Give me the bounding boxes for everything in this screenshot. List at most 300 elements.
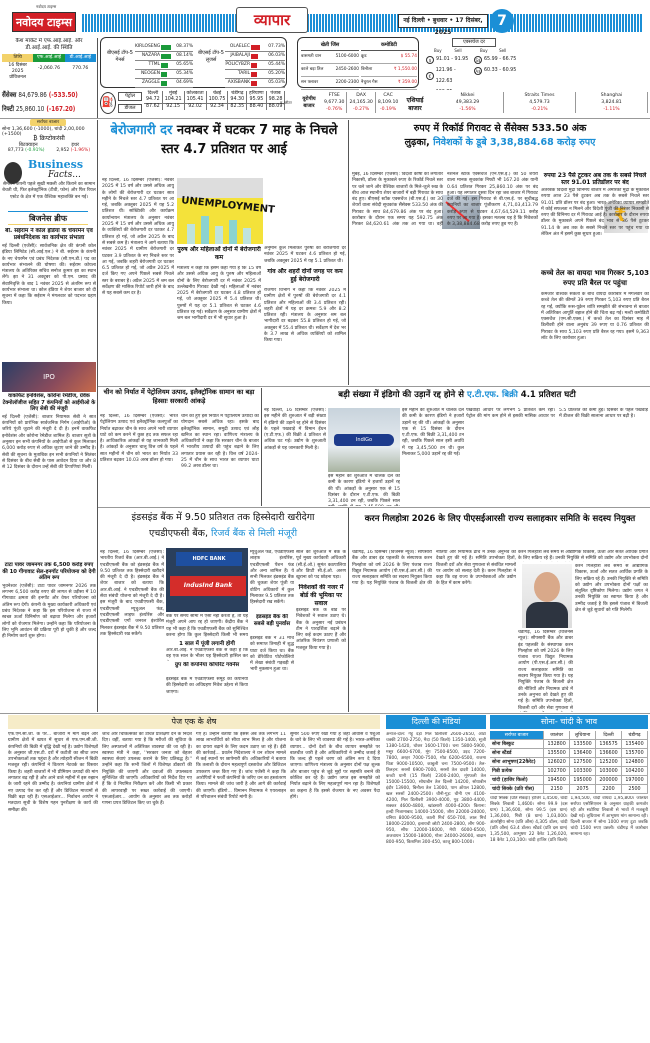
- top-movers-box: [100, 37, 287, 88]
- gold-silver-table: [490, 731, 648, 794]
- nifty-change: (-167.20): [46, 105, 76, 113]
- losers-label: बीएसई टॉप-5 लूजर्स: [198, 50, 224, 63]
- article-body: भुवनेश्वर (एजेंसी): टाटा पावर जामनगर 2026 तक लगभग 6,500 करोड़ रुपए की लागत से उड़ीसा में 10 गीगावाट क्षमता की इनगॉट और वेफर परियोजना को अंतिम रूप देगी। कंपनी के मुख्य कार्यकारी अधिकारी एवं प्रबंध निदेशक ने कहा कि इस परियोजना से राज्य में स्वच्छ ऊर्जा विनिर्माण को बढ़ावा मिलेगा और हजारों लोगों को रोजगार मिलेगा। उन्होंने कहा कि परियोजना के लिए भूमि आवंटन की प्रक्रिया पूरी हो चुकी है और जल्द ही निर्माण कार्य शुरू होगा।: [2, 583, 96, 640]
- article-headline: बी. सईराम ने कोल इंडिया के चेयरमैन एवं प्रबंधनिदेशक का कार्यभार संभाला: [5, 228, 93, 241]
- unemployment-image: [177, 178, 276, 244]
- currency-icon: $: [426, 56, 434, 64]
- stock-bar: [251, 81, 257, 86]
- gold-price: 132800: [544, 740, 570, 749]
- gold-row: [490, 785, 648, 794]
- sensex-line: [2, 89, 78, 102]
- asia-market: [576, 92, 648, 113]
- gold-item: चांदी (हाजिर किलो): [490, 776, 544, 785]
- divider: [97, 120, 98, 712]
- kheti-title: खेती जिंस: [301, 41, 359, 51]
- china-headline: चीन को निर्यात में पेट्रोलियम उत्पाद, इलैक्ट्रॉनिक सामान का बड़ा हिस्साः सरकारी आंकड़े: [103, 388, 255, 405]
- indigo-headline-text: बड़ी संख्या में इंडिगो की उड़ानें रद्द होने से: [338, 390, 464, 400]
- indusind-sign: IndusInd Bank: [170, 576, 246, 596]
- indigo-col3: पखवाड़ा आधार पर लगभग 5 प्रतिशत कम रही। पेट्रोल की मांग कम होने से इसकी मासिक आधार पर 5.5 प्रतिशत की कमी हुई। दिसंबर के पहले पखवाड़े में डीजल की बिक्री सालाना आधार पर बढ़ी है।: [466, 408, 648, 420]
- indigo-plane-image: [328, 408, 400, 472]
- fuel-prices: [100, 90, 296, 118]
- rupee-body: मुंबई, 16 दिसम्बर (एजेंसी): विदेशी कोषों की लगातार निकासी, डॉलर के मुकाबले रुपए के रिकॉर्ड निचले स्तर पर चले जाने और वैश्विक बाजारों के मिले-जुले रुख के बीच आज स्थानीय शेयर बाजारों में बड़ी गिरावट के साथ बंद हुए। बीएसई स्टॉक एक्सचेंज (बी.एस.ई.) का 30 शेयरों वाला संवेदी सूचकांक सैंसेक्स 533.50 अंक की गिरावट के साथ 84,679.86 अंक पर बंद हुआ। कारोबार के दौरान एक समय यह 592.75 अंक गिरकर 84,620.61 अंक तक आ गया था। वहीं नैशनल स्टॉक एक्सचेंज (एन.एस.ई.) का 50 शेयरों वाला मानक सूचकांक निफ्टी भी 167.20 अंक यानी 0.64 प्रतिशत गिरकर 25,860.10 अंक पर बंद हुआ। यह लगातार दूसरा दिन रहा जब बाजार में गिरावट दर्ज की गई। इस गिरावट से बी.एस.ई. पर सूचीबद्ध कंपनियों का बाजार पूंजीकरण 4,71,03,413.79 करोड़ रुपए से घटकर 4,67,64,529.11 करोड़ रुपए पर आ गया है। इसका मतलब यह है कि निवेशकों के 3,38,884.68 करोड़ रुपए डूब गए हैं।: [352, 172, 538, 228]
- eth-value: 2,952: [56, 148, 70, 153]
- stock-name: ZAGGLE: [142, 80, 160, 85]
- petrol-price: 94.72: [144, 97, 162, 104]
- china-col2: चीन को हुए इस निर्यात में पेट्रोलियम उत्पादों का योगदान सबसे अधिक रहा। इसके बाद इलैक्ट्रॉनिक सामान, समुद्री उत्पाद एवं लौह खनिज का स्थान रहा। वाणिज्य मंत्रालय के अधिकारियों ने कहा कि सरकार चीन के बाजार में भारतीय उत्पादों की पहुंच बढ़ाने के लिए लगातार प्रयास कर रही है। वित्त वर्ष 2024-25 में चीन के साथ भारत का व्यापार घाटा 99.2 अरब डॉलर था।: [181, 414, 259, 470]
- kheti-value: 5100-6000: [335, 54, 359, 59]
- gold-notes: चांदी सिक्के (प्रति सैकड़ा) हाजिर 1,4500, चांदी सिक्के लिवाली 1,4600। सोना 99.9 (दस ग्राम) 1,36,600, सोना 99.5 (दस ग्राम) 1,36,000, गिन्नी (8 ग्राम) 1,03,000। अंतर्राष्ट्रीय सोना (प्रति औंस) 4,305 डॉलर, चांदी (प्रति औंस) 63.4 डॉलर। स्टैंडर्ड (प्रति दस ग्राम) 1,35,500, आभूषण 22 कैरेट 1,26,020, 18 कैरेट 1,03,100। चांदी हाजिर (प्रति किलो) 1,94,500, चांदी वायदा 1,95,800। जालंधर सर्राफा एसोसिएशन के अनुसार ग्राहकी कमजोर रही और सटोरिया लिवाली से भावों में मजबूती देखी गई। लुधियाना में आभूषण मांग सामान्य रही। दिल्ली बाजार में सोना 1000 रुपए टूटा जबकि चांदी 1500 रुपए उछली। चंडीगढ़ में कारोबार सामान्य रहा।: [490, 796, 648, 843]
- exchange-rate-row: [426, 54, 472, 65]
- currency-icon: A$: [475, 68, 481, 74]
- stock-pct: 08.37%: [176, 44, 193, 49]
- market-value: 24,165.30: [349, 100, 373, 105]
- gold-row: [490, 776, 648, 785]
- market-value: 49,383.29: [455, 100, 480, 105]
- stock-name: AXISBANK: [227, 80, 250, 85]
- gold-price: 2500: [622, 785, 648, 794]
- diesel-price: 92.02: [184, 104, 206, 111]
- stock-name: JAIBALAJI: [230, 53, 250, 58]
- btc-value: 87,773: [7, 148, 24, 153]
- fii-header-dii: डी.आई.आई: [65, 54, 96, 62]
- exchange-rate-row: [474, 54, 520, 65]
- rupee-subhead-crude: कच्चे तेल का वायदा भाव गिरकर 5,103 रुपए प्रति बैरल पर पहुंचा: [541, 269, 649, 287]
- unemployment-image-text: UNEMPLOYMENT: [180, 195, 276, 216]
- market-name: CAC: [383, 93, 393, 98]
- bank-signs-image: [166, 548, 248, 612]
- main-headline: [102, 121, 346, 177]
- exchange-title: एक्सचेंज दर: [452, 38, 496, 47]
- article-body: नई दिल्ली (एजेंसी): बाजार नियामक सेबी ने सात कंपनियों को प्रारंभिक सार्वजनिक निर्गम (आईपीओ) के जरिये पूंजी जुटाने की मंजूरी दे दी है। इनमें वाकफिट इनोवेशंस और कोरोना रेमेडीज शामिल हैं। बाजार सूत्रों के अनुसार इन सभी कंपनियों के आईपीओ से कुल मिलाकर 6,000 करोड़ रुपए से अधिक जुटाए जाने की उम्मीद है। सेबी की सूचना के मुताबिक इन सभी कंपनियों ने सितंबर से दिसंबर के बीच सेबी के पास आवेदन दिया था और 8 से 12 दिसंबर के दौरान उन्हें सेबी की टिप्पणियां मिलीं।: [2, 414, 96, 471]
- rupee-subbody-dollar: अंतरबैंक विदेशी मुद्रा विनिमय बाजार में अमेरिकी मुद्रा के मुकाबले रुपया आज 23 पैसे टूटकर अब तक के सबसे निचले स्तर 91.01 प्रति डॉलर पर बंद हुआ। भारत-अमेरिका व्यापार समझौते में कोई सफलता न मिलने और विदेशी पूंजी की निरंतर निकासी से रुपए की विनिमय दर में गिरावट आई है। कारोबार के दौरान रुपया डॉलर के मुकाबले अपने पिछले बंद भाव से 36 पैसे टूटकर 91.14 के अब तक के सबसे निचले स्तर पर पहुंच गया था लेकिन अंत में इसमें कुछ सुधार हुआ।: [541, 188, 649, 238]
- exchange-rate-row: [426, 65, 472, 87]
- city: चेन्नई: [206, 91, 228, 97]
- diesel-price: 88.40: [247, 104, 267, 111]
- kheti-value: 2450-2600: [335, 67, 359, 72]
- commodity-row: [361, 77, 417, 90]
- stock-pct: 05.20%: [268, 71, 285, 76]
- gold-row: [490, 767, 648, 776]
- commodity-row: [361, 64, 417, 77]
- fuel-pump-icon: ⛽: [100, 92, 116, 114]
- gold-price: 124800: [622, 758, 648, 767]
- stock-name: NEOGEN: [141, 71, 160, 76]
- stock-name: TTML: [148, 62, 160, 67]
- sarafa-label: सर्राफा बाजार: [30, 119, 66, 126]
- section-title: व्यापार: [236, 7, 308, 33]
- fii-header-fii: एफ.आई.आई: [33, 54, 64, 62]
- gold-price: 127500: [570, 758, 596, 767]
- crypto-title: क्रिप्टोकरंसी: [39, 135, 65, 142]
- gold-price: 126020: [544, 758, 570, 767]
- loser-row: [225, 61, 285, 70]
- city: कोलकाता: [184, 91, 206, 97]
- gold-corner: सर्राफा बाजार: [490, 731, 544, 740]
- indusind-headline-line1: इंडसइंड बैंक में 9.50 प्रतिशत तक हिस्सेदारी खरीदेगा: [131, 512, 315, 523]
- petrol-price: 100.75: [206, 97, 228, 104]
- stock-name: OLAELEC: [229, 44, 250, 49]
- indusind-col1: नई दिल्ली, 16 दिसम्बर (एजेंसी): भारतीय रिजर्व बैंक (आर.बी.आई.) ने एचडीएफसी बैंक को इंडसइंड बैंक में 9.50 प्रतिशत तक हिस्सेदारी खरीदने की मंजूरी दे दी है। इंडसइंड बैंक ने शेयर बाजार को बताया कि आर.बी.आई. ने एचडीएफसी बैंक की सेवा संबंधी योजना को मंजूरी दे दी है। इस मंजूरी के बाद एचडीएफसी बैंक, एचडीएफसी म्यूचुअल फंड, एचडीएफसी लाइफ इंश्योरेंस और एचडीएफसी एर्गो जनरल इंश्योरेंस मिलकर इंडसइंड बैंक में 9.50 प्रतिशत तक हिस्सेदारी रख सकेंगे।: [100, 550, 164, 637]
- indusind-col3a: म्यूचुअल फंड, एचडीएफसी लाइफ इंश्योरेंस, एचडीएफसी पेंशन फंड और अन्य शामिल हैं। ये सभी मिलकर इंडसइंड बैंक की चुकता शेयर पूंजी या वोटिंग अधिकारों में कुल मिलाकर 9.5 प्रतिशत तक हिस्सेदारी रख सकेंगे।: [250, 550, 294, 606]
- hdfc-sign: HDFC BANK: [176, 552, 242, 566]
- rupee-headline-line1: रुपए में रिकॉर्ड गिरावट से सैंसेक्स 533.50 अंक: [413, 123, 587, 134]
- article-coal-india: [2, 228, 96, 360]
- gold-price: 136575: [596, 740, 622, 749]
- gold-row: [490, 749, 648, 758]
- commodity-item: क्रूड: [361, 54, 367, 59]
- stock-pct: 05.44%: [268, 62, 285, 67]
- btc-label: बिटक्वाइन: [18, 142, 38, 148]
- indusind-col4a: साल की शुरुआत में बैंक के पूर्व मुख्य कार्यकारी अधिकारी (सी.ई.ओ.) सुमंत कठपालिया और डिप्टी सी.ई.ओ. अरुण खुराना को पद छोड़ना पड़ा।: [296, 550, 346, 581]
- losers-list: [225, 43, 285, 88]
- gold-price: 2200: [596, 785, 622, 794]
- sell-label: Sell: [454, 48, 462, 53]
- sarafa-line: सोना 1,36,600 (-1000), चांदी 2,00,000 (+1500): [2, 127, 85, 137]
- fii-dii-box: [2, 38, 96, 88]
- europe-market: [322, 92, 347, 113]
- petrol-price: 95.95: [247, 97, 267, 104]
- currency-icon: S$: [475, 57, 481, 63]
- main-headline-text: नवम्बर में घटकर 7 माह के निचले स्तर 4.7 प्रतिशत पर आई: [161, 123, 338, 157]
- gold-price: 104200: [622, 767, 648, 776]
- diesel-price: 82.35: [228, 104, 247, 111]
- exchange-rate-row: [474, 65, 520, 76]
- rupee-headline-line2: लुढ़का,: [404, 137, 430, 148]
- market-value: 3,824.81: [601, 100, 622, 105]
- rupee-subhead-dollar: रुपया 23 पैसे टूटकर अब तक के सबसे निचले स्तर 91.01 प्रतिडॉलर पर बंद: [543, 172, 647, 186]
- sensex-change: (-533.50): [48, 91, 78, 99]
- main-col3: रोजगार विभाग ने कहा कि नवंबर 2025 में ग्रामीण क्षेत्रों में पुरुषों की बेरोजगारी दर 4.1 प्रतिशत और महिलाओं की 3.4 प्रतिशत रही। शहरी क्षेत्रों में यह दर क्रमशः 5.9 और 8.2 प्रतिशत रही। मंत्रालय के अनुसार श्रम बल भागीदारी दर बढ़कर 55.8 प्रतिशत हो गई, जो अक्तूबर में 55.4 प्रतिशत थी। सर्वेक्षण में देश भर के 3.7 लाख से अधिक व्यक्तियों को शामिल किया गया।: [264, 288, 346, 344]
- asia-market: [432, 92, 504, 113]
- loser-row: [225, 70, 285, 79]
- rupee-headline-highlight: निवेशकों के डूबे 3,38,884.68 करोड़ रुपए: [433, 137, 596, 148]
- europe-market: [376, 92, 398, 113]
- commodity-value: ₹ 359.00: [397, 80, 417, 85]
- buy-label: Buy: [480, 48, 488, 53]
- gold-row: [490, 758, 648, 767]
- karan-photo: [522, 564, 572, 628]
- indigo-col2: इस महीने की शुरुआत में चालक दल की कमी के कारण इंडिगो ने हजारों उड़ानें रद्द की थीं। आंकड़ों के अनुसार एक से 15 दिसंबर के दौरान ए.टी.एफ. की बिक्री 3,31,400 टन रही, जबकि पिछले साल इसी अवधि में यह 3,45,500 टन थी। कुल मिलाकर 5,000 उड़ानें रद्द की गईं।: [402, 408, 464, 458]
- buy-label: Buy: [434, 48, 442, 53]
- petrol-price: 94.30: [228, 97, 247, 104]
- stock-bar: [161, 72, 167, 77]
- indigo-headline-end: 4.1 प्रतिशत घटी: [520, 390, 576, 400]
- gainer-row: [135, 52, 193, 61]
- kheti-row: [301, 51, 359, 64]
- btc-change: (-0.91%): [25, 148, 45, 153]
- indusind-subhead-board: निवेशकों की नजर में बोर्ड की भूमिका पर सवाल: [298, 584, 344, 606]
- main-col2: मंत्रालय ने कहा कि इसमें कहा गया है कि 15 वर्ष और उससे अधिक आयु के पुरुष और महिलाओं दोनों के लिए बेरोजगारी दर में नवंबर 2025 में उल्लेखनीय गिरावट देखी गई। महिलाओं में नवंबर 2025 में बेरोजगारी दर घटकर 4.8 प्रतिशत हो गई, जो अक्तूबर 2025 में 5.4 प्रतिशत थी। पुरुषों में यह दर 5.1 प्रतिशत से घटकर 4.6 प्रतिशत रह गई। सर्वेक्षण के अनुसार ग्रामीण क्षेत्रों में श्रम बल भागीदारी दर में भी सुधार हुआ है।: [177, 266, 261, 322]
- stock-pct: 06.03%: [268, 53, 285, 58]
- indusind-col3b: इंडसइंड बैंक ने 31 मार्च को समाप्त तिमाही में शुद्ध घाटा दर्ज किया था। बैंक को डेरिवेटिव पोर्टफोलियो में लेखा संबंधी गड़बड़ी से भारी नुकसान हुआ था।: [250, 636, 294, 673]
- diesel-price: 92.34: [206, 104, 228, 111]
- gainers-list: [135, 43, 193, 88]
- indusind-col2c: इंडसइंड बैंक में एचडीएफसी समूह की कंपनियों की हिस्सेदारी का अधिग्रहण निवेश उद्देश्य से किया जाएगा।: [166, 677, 248, 695]
- commodity-item: नैचुरल गैस: [361, 80, 378, 85]
- market-name: Nikkei: [460, 93, 475, 98]
- dii-value: 770.76: [72, 66, 89, 71]
- fuel-row: [144, 104, 285, 111]
- market-change: -0.27%: [353, 107, 370, 112]
- shesh-col4: सुमार 500 रुपए रखा गया है जहां आवास व पशुओं के चारे के लिए भी व्यवस्था की गई है। भारत-अमेरिका व्यापार... दोनों देशों के बीच व्यापार समझौते पर बातचीत जारी है और अधिकारियों ने उम्मीद जताई है कि जल्द ही पहले चरण को अंतिम रूप दे दिया जाएगा। वाणिज्य मंत्रालय के अनुसार दोनों पक्ष शुल्क और बाजार पहुंच से जुड़े मुद्दों पर सहमति बनाने की कोशिश कर रहे हैं। उद्योग जगत इस समझौते को निर्यात बढ़ाने के लिए महत्वपूर्ण मान रहा है। विशेषज्ञों का कहना है कि इससे रोजगार के नए अवसर पैदा होंगे।: [290, 732, 380, 800]
- sensex-label: सैंसेक्स: [2, 91, 17, 99]
- gold-city: दिल्ली: [596, 731, 622, 740]
- article-ipo: [2, 393, 96, 553]
- gold-price: 103300: [570, 767, 596, 776]
- nifty-value: 25,860.10: [15, 105, 45, 113]
- ipo-image: IPO: [2, 362, 96, 392]
- gold-item: सोना स्टैंडर्ड: [490, 749, 544, 758]
- market-name: FTSE: [328, 93, 340, 98]
- exchange-rate: 91.01 - 91.95: [436, 57, 469, 62]
- indices-box: [2, 89, 97, 118]
- indusind-headline: [100, 510, 346, 548]
- asia-market: [504, 92, 576, 113]
- rupee-subbody-crude: कमजोर वैश्विक संकेतों के बीच वायदा कारोबार में मंगलवार को कच्चे तेल की कीमतें 39 रुपए गिरकर 5,103 रुपए प्रति बैरल रह गईं, क्योंकि रूस-यूक्रेन शांति समझौते की संभावना से बाजार में अतिरिक्त आपूर्ति बहाल होने की चिंता बढ़ गई। मल्टी कमोडिटी एक्सचेंज (एम.सी.एक्स.) में कच्चे तेल का दिसंबर माह में डिलीवरी होने वाला अनुबंध 39 रुपए या 0.76 प्रतिशत की गिरावट के साथ 5,103 रुपए प्रति बैरल रह गया। इसमें 9,363 लॉट के लिए कारोबार हुआ।: [541, 292, 649, 342]
- gold-price: 200000: [596, 776, 622, 785]
- europe-markets: [298, 92, 398, 118]
- indusind-headline-line2: एचडीएफसी बैंक,: [148, 528, 208, 539]
- gainer-row: [135, 79, 193, 88]
- fii-note: प्रोविजनल: [9, 75, 26, 80]
- petrol-price: 105.41: [184, 97, 206, 104]
- stock-bar: [251, 63, 257, 68]
- stock-name: KIRLOSENG: [135, 44, 161, 49]
- gainers-label: बीएसई टॉप-5 गेनर्स: [107, 50, 133, 63]
- market-change: -1.56%: [459, 107, 476, 112]
- stock-pct: 05.65%: [176, 62, 193, 67]
- market-value: 9,677.30: [324, 100, 345, 105]
- business-facts: [2, 158, 96, 210]
- stock-name: POLICYBZR: [225, 62, 250, 67]
- exchange-rate-row: [426, 87, 472, 90]
- gold-price: 136600: [596, 749, 622, 758]
- divider: [98, 507, 650, 508]
- market-change: -0.21%: [531, 107, 548, 112]
- stock-name: TARIL: [237, 71, 250, 76]
- commodity-value: ₹ 1,550.00: [393, 67, 417, 72]
- divider: [0, 118, 650, 119]
- gold-price: 2075: [570, 785, 596, 794]
- indusind-col2b: आर.बी.आई. ने एचडीएफसी बैंक से कहा है कि वह एक साल के भीतर यह हिस्सेदारी हासिल कर: [166, 648, 248, 660]
- eth-change: (-1.96%): [70, 148, 91, 153]
- stock-pct: 07.73%: [268, 44, 285, 49]
- nifty-label: निफ्टी: [2, 105, 14, 113]
- market-name: Straits Times: [524, 93, 555, 98]
- market-change: -0.76%: [326, 107, 343, 112]
- indusind-headline-highlight: रिजर्व बैंक से मिली मंजूरी: [211, 528, 298, 539]
- market-change: -0.19%: [379, 107, 397, 112]
- page-number: 7: [490, 9, 514, 33]
- indigo-headline: [264, 388, 650, 404]
- diesel-price: 92.15: [162, 104, 184, 111]
- divider: [97, 38, 98, 118]
- loser-row: [225, 52, 285, 61]
- karan-headline: करन गिलहोत्रा 2026 के लिए पीएसईआरसी राज्य सलाहकार समिति के सदस्य नियुक्त: [364, 514, 636, 524]
- sell-label: Sell: [499, 48, 507, 53]
- city: मुंबई: [162, 91, 184, 97]
- main-subhead-rural-urban: गांव और शहरों दोनों जगह पर कम हुई बेरोजगारी: [267, 268, 343, 283]
- indigo-image-text: IndiGo: [334, 434, 394, 446]
- divider: [261, 388, 262, 506]
- main-col1: नई दिल्ली, 16 दिसम्बर (एजेंसी): नवंबर 2025 में 15 वर्ष और उससे अधिक आयु के लोगों की बेरोजगारी दर घटकर सात महीने के निचले स्तर 4.7 प्रतिशत पर आ गई, जबकि अक्तूबर 2025 में यह 5.2 प्रतिशत थी। सांख्यिकी और कार्यक्रम कार्यान्वयन मंत्रालय के अनुसार नवंबर 2025 में 15 वर्ष और उससे अधिक आयु के व्यक्तियों की बेरोजगारी दर घटकर 4.7 प्रतिशत हो गई, जो अप्रैल 2025 के बाद से सबसे कम है। मंत्रालय ने आगे बताया कि नवंबर 2025 में ग्रामीण बेरोजगारी दर घटकर 3.9 प्रतिशत के नए निचले स्तर पर आ गई, जबकि शहरी बेरोजगारी दर घटकर 6.5 प्रतिशत हो गई, जो अप्रैल 2025 में दर्ज किए गए अपने पिछले सबसे निचले स्तर के बराबर है। अप्रैल 2025 में श्रम बल सर्वेक्षण की मासिक रिपोर्ट जारी होने के बाद से यह सबसे कम दर है।: [102, 178, 174, 297]
- petrol-price: 104.21: [162, 97, 184, 104]
- stock-bar: [251, 45, 260, 50]
- facts-text: सैमसंग कंपनी पहले सूखी मछली और किराने का सामान बेचती थी, फिर इलेक्ट्रॉनिक (टीवी, फोन) और फिर रियल एस्टेट के क्षेत्र में एक वैश्विक महाशक्ति बन गई।: [2, 182, 96, 200]
- commodity-rows: [361, 51, 417, 90]
- gold-price: 194500: [544, 776, 570, 785]
- indusind-col2a: बैंक पर समय सीमा में ऐसा नहीं करता है, तो यह मंजूरी अपने आप रद्द हो जाएगी। केंद्रीय बैंक ने यह भी कहा है कि एचडीएफसी बैंक को सुनिश्चित करना होगा कि कुल हिस्सेदारी किसी भी समय: [166, 614, 248, 638]
- diesel-price: 87.62: [144, 104, 162, 111]
- divider: [348, 120, 349, 385]
- crypto-icon: ₿: [33, 135, 40, 142]
- indusind-subhead-largest: इंडसइंड बैंक की सबसे बड़ी पुनर्वास: [253, 614, 291, 627]
- fii-header-date: तिथि: [2, 54, 33, 62]
- gold-title: सोना- चांदी के भाव: [490, 715, 648, 729]
- gold-price: 136400: [570, 749, 596, 758]
- rupee-symbol-image: ₹: [604, 203, 648, 233]
- nifty-line: [2, 103, 75, 116]
- article-body: नई दिल्ली (एजेंसी): सार्वजनिक क्षेत्र की कंपनी कोल इंडिया लिमिटेड (सी.आई.एल.) ने बी. सईराम के कंपनी के नए चेयरमैन एवं प्रबंध निदेशक (सी.एम.डी.) पद का कार्यभार संभालने की घोषणा की। सईराम कोयला मंत्रालय के अतिरिक्त सचिव सनोज कुमार झा का स्थान लेंगे। झा ने 31 अक्टूबर को पी.एम. प्रसाद की सेवानिवृत्ति के बाद 1 नवंबर 2025 से अंतरिम रूप से कार्यभार संभाला था। कोल इंडिया ने शेयर बाजार को दी सूचना में कहा कि सईराम ने मंगलवार को पदभार ग्रहण किया।: [2, 244, 96, 306]
- stock-bar: [161, 63, 168, 68]
- shesh-col2: जांच और चिकित्सकों को उचित प्रशिक्षण देने के निर्देश दिए। वहीं, बताया गया है कि मरीजों की सुविधा के लिए अस्पतालों में अतिरिक्त व्यवस्था की जा रही है। स्वास्थ्य मंत्री ने कहा, ''सरकार जनता को बेहतर स्वास्थ्य सेवाएं उपलब्ध कराने के लिए प्रतिबद्ध है।'' उन्होंने कहा कि सभी जिलों में विशेषज्ञ डॉक्टरों की नियुक्ति की जाएगी और दवाओं की उपलब्धता सुनिश्चित की जाएगी। अधिकारियों को निर्देश दिए गए हैं कि वे नियमित निरीक्षण करें और किसी भी प्रकार की लापरवाही पर सख्त कार्रवाई की जाएगी। एसआईआर... आयोग के अनुसार अब तक करोड़ों गणना प्रपत्र डिजिटल किए जा चुके हैं।: [102, 732, 192, 807]
- city: दिल्ली: [144, 91, 162, 97]
- mandi-title: दिल्ली की मंडियां: [386, 715, 486, 729]
- gold-price: 103000: [596, 767, 622, 776]
- commodity-item: बिनौला: [361, 67, 373, 72]
- gold-price: 125200: [596, 758, 622, 767]
- masthead-stripe: [82, 14, 642, 32]
- stock-pct: 04.69%: [176, 80, 193, 85]
- karan-col2-top: करन गिलहोत्रा लंबे समय से औद्योगिक विकास, ऊर्जा और सतत आर्थिक प्रगति के लिए सक्रिय रहे हैं। उनकी नियुक्ति से समिति को उद्योग और उपभोक्ता दोनों: [518, 550, 648, 562]
- fii-title: कैश मार्केट में एफ.आई.आई. और डी.आई.आई. की स्थिति: [15, 38, 83, 51]
- petrol-price: 98.28: [266, 97, 285, 104]
- fuel-unit: रु./लीटर: [280, 100, 292, 105]
- exchange-rate: 60.33 - 60.95: [484, 68, 517, 73]
- stock-bar: [251, 72, 257, 77]
- city: चंडीगढ़: [228, 91, 247, 97]
- eth-label: इथर: [71, 142, 80, 148]
- kheti-item: बासमती धान: [301, 54, 322, 59]
- shesh-title: पेज एक के शेष: [8, 715, 380, 729]
- gold-header-row: [490, 731, 648, 740]
- stock-pct: 05.03%: [268, 80, 285, 85]
- kheti-value: 2200-2300: [335, 80, 359, 85]
- gold-city: जालंधर: [544, 731, 570, 740]
- city: हरियाणा: [247, 91, 267, 97]
- city: पंजाब: [266, 91, 285, 97]
- kheti-commodity-box: [297, 37, 419, 88]
- indigo-col1: नई दिल्ली, 16 दिसम्बर (एजेंसी): इस महीने की शुरुआत में बड़ी संख्या में इंडिगो की उड़ानें रद्द होने से दिसंबर के पहले पखवाड़े में विमान ईंधन (ए.टी.एफ.) की बिक्री 4 प्रतिशत से अधिक घट गई। उद्योग के शुरुआती आंकड़ों से यह जानकारी मिली है।: [264, 408, 326, 451]
- article-headline: वाकफिट इनोवेशंस, कोरोना रेमेडीज, ग्रेवेक टेक्नोलॉजीज सहित 7 कंपनियों को आईपीओ के लिए सेबी की मंजूरी: [2, 393, 96, 413]
- facts-title: Business: [28, 158, 84, 171]
- shesh-col3: गए हैं। उन्होंने बताया कि इससे अब तक लगभग 11 लाख लाभार्थियों को सीधा लाभ मिला है और योजना का दायरा बढ़ाने के लिए कदम उठाए जा रहे हैं। ईडी की कार्रवाई... प्रवर्तन निदेशालय ने धन शोधन मामले में कई स्थानों पर छापेमारी की। अधिकारियों ने बताया कि तलाशी के दौरान महत्वपूर्ण दस्तावेज और डिजिटल उपकरण जब्त किए गए हैं। जांच एजेंसी ने कहा कि आरोपियों ने फर्जी कंपनियों के जरिए धन का हस्तांतरण किया। मामले की जांच जारी है और आगे की कार्रवाई की जाएगी। इंडिगो... विमानन नियामक ने एयरलाइन से परिचालन संबंधी रिपोर्ट मांगी है।: [196, 732, 286, 800]
- brand-small: नवोदय टाइम्स: [36, 4, 57, 9]
- commodity-title: कमोडिटी: [361, 41, 417, 51]
- facts-subtitle: Facts...: [48, 170, 81, 180]
- exchange-box: [424, 36, 648, 90]
- gold-item: सोना बिस्कुट: [490, 740, 544, 749]
- loser-row: [225, 43, 285, 52]
- divider: [98, 386, 650, 387]
- article-tata-power: [2, 562, 96, 712]
- gainer-row: [135, 70, 193, 79]
- gold-item: गिन्नी प्रत्येक: [490, 767, 544, 776]
- main-headline-highlight: बेरोजगारी दर: [110, 123, 173, 138]
- main-col3-top: अनुमान कुल मिलाकर पुरुषों की बेरोजगारी दर नवंबर 2025 में घटकर 4.6 प्रतिशत हो गई, जबकि अक्तूबर 2025 में यह 5.1 प्रतिशत थी।: [264, 246, 346, 264]
- fii-value: -2,060.76: [37, 66, 61, 71]
- brand-logo: नवोदय टाइम्स: [12, 12, 76, 32]
- market-name: DAX: [356, 93, 367, 98]
- stock-pct: 05.34%: [176, 71, 193, 76]
- sensex-value: 84,679.86: [18, 91, 47, 99]
- market-value: 8,109.10: [377, 100, 398, 105]
- indigo-caption: इस महीने की शुरुआत में चालक दल की कमी के कारण इंडिगो ने हजारों उड़ानें रद्द की थीं। आंकड़ों के अनुसार एक से 15 दिसंबर के दौरान ए.टी.एफ. की बिक्री 3,31,400 टन रही, जबकि पिछले साल: [328, 474, 400, 505]
- asia-markets: [400, 92, 648, 118]
- gold-item: सोना आभूषण(22कैरेट): [490, 758, 544, 767]
- commodity-row: [361, 51, 417, 64]
- stock-bar: [161, 45, 171, 50]
- gold-price: 2150: [544, 785, 570, 794]
- diesel-label: डीजल: [118, 104, 142, 113]
- stock-pct: 08.14%: [176, 53, 193, 58]
- dateline: नई दिल्ली • बुधवार • 17 दिसंबर, 2025: [398, 14, 488, 28]
- loser-row: [225, 79, 285, 88]
- exchange-rate: 121.96 - 122.63: [435, 68, 456, 84]
- gainer-row: [135, 43, 193, 52]
- kheti-item: काले बड़ा तिल: [301, 67, 324, 72]
- fii-date: 16 दिसंबर 2025: [8, 63, 27, 74]
- market-name: Shanghai: [600, 93, 623, 98]
- market-value: 4,579.73: [529, 100, 550, 105]
- gold-city: लुधियाना: [570, 731, 596, 740]
- indusind-col4b: इंडसइंड बैंक के बोर्ड पर निवेशकों ने सवाल उठाए थे। बैंक के अनुसार नई प्रबंधन टीम ने पारदर्शिता बढ़ाने के लिए कई कदम उठाए हैं और आंतरिक नियंत्रण प्रणाली को मजबूत किया गया है।: [296, 608, 346, 651]
- head-icon: [4, 162, 22, 184]
- stock-name: NAZARA: [141, 53, 160, 58]
- divider: [348, 508, 349, 712]
- main-subhead-gender: पुरुष और महिलाओं दोनों में बेरोजगारी कम: [177, 246, 261, 261]
- gold-item: चांदी सिक्के (प्रति पीस): [490, 785, 544, 794]
- kheti-row: [301, 64, 359, 77]
- kheti-row: [301, 77, 359, 90]
- gold-price: 135400: [622, 740, 648, 749]
- diesel-price: 88.09: [266, 104, 285, 111]
- fuel-table: [144, 91, 285, 110]
- gainer-row: [135, 61, 193, 70]
- gold-city: चंडीगढ़: [622, 731, 648, 740]
- gold-price: 135700: [622, 749, 648, 758]
- europe-label: यूरोपीय बाजार: [302, 96, 316, 109]
- kheti-rows: [301, 51, 359, 90]
- divider: [0, 713, 650, 714]
- article-headline: टाटा पावर जामनगर तक 6,500 करोड़ रुपए की 10 गीगावाट सेल-इनगॉट परियोजना को देगी अंतिम रूप: [2, 562, 96, 582]
- gold-price: 135500: [544, 749, 570, 758]
- mandi-text: अनाज-दाल: गेहूं दड़ा मिल डिलीवरी 2600-2650, आटा चक्की 2700-2750, मैदा (50 किलो) 1350-1400, सूजी 1380-1420, चोकर 1600-1700। चना 5800-5900, मसूर 6600-6700, मूंग 7500-8500, उड़द 7200-7800, अरहर 7000-7500, मोठ 6200-6500, राजमा चित्रा 9000-10500, काबुली चना 7500-9500। तेल-तिलहन: सरसों 6900-7000, सरसों तेल दादरी 14000, कच्ची घानी (15 किलो) 2300-2400, मूंगफली तेल 15000-15500, सोयाबीन तेल दिल्ली 14200, सोयाबीन इंदौर 13900, बिनौला तेल 13000, पाम ऑयल 12800, खल सरसों 2400-2500। चीनी-गुड़: चीनी एम 4100-4200, मिल डिलीवरी 3900-4000, गुड़ 3800-4400, शक्कर 4600-4800, खांडसारी 4000-4200। किराना: हल्दी निजामाबाद 14000-15000, जीरा 22000-24000, धनिया 8000-9500, काली मिर्च 650-700, लाल मिर्च 18000-22000, इलायची छोटी 2400-2800, लौंग 900-950, सौंफ 12000-16000, मेथी 6000-6500, अजवायन 15000-18000, गोला 24000-26000, बादाम 800-950, किशमिश 300-450, काजू 800-1000।: [386, 732, 486, 845]
- gold-price: 133500: [570, 740, 596, 749]
- karan-col2: करन गिलहोत्रा लंबे समय से औद्योगिक विकास, ऊर्जा और सतत आर्थिक प्रगति के लिए सक्रिय रहे हैं। उनकी नियुक्ति से समिति को उद्योग और उपभोक्ता दोनों पक्षों का संतुलित दृष्टिकोण मिलेगा। उद्योग जगत ने उनकी नियुक्ति का स्वागत किया है और उम्मीद जताई है कि इससे पंजाब में बिजली क्षेत्र से जुड़े सुधारों को गति मिलेगी।: [575, 564, 648, 614]
- stock-bar: [161, 81, 167, 86]
- indusind-subhead-year: 1 साल में पूंजी लगानी होगी: [179, 641, 235, 647]
- petrol-label: पेट्रोल: [118, 92, 142, 101]
- gold-price: 102700: [544, 767, 570, 776]
- shesh-col1: एफ.एम.सी.जी. के पर... बाजारों में मांग बढ़ने और ग्रामीण क्षेत्रों में खपत में सुधार से एफ.एम.सी.जी. कंपनियों की बिक्री में वृद्धि देखी गई है। उद्योग विशेषज्ञों के अनुसार जी.एस.टी. दरों में कटौती का सीधा लाभ उपभोक्ताओं तक पहुंचा है और त्योहारी सीजन में बिक्री मजबूत रही। कंपनियों ने वितरण नेटवर्क का विस्तार किया है। शहरी बाजारों में भी प्रीमियम उत्पादों की मांग लगातार बढ़ रही है और आने वाले महीनों में इस रुझान के जारी रहने की उम्मीद है। कंपनियां ग्रामीण क्षेत्रों में नए उत्पाद पेश कर रही हैं और डिजिटल माध्यमों से बिक्री बढ़ा रही हैं। एसआईआर... निर्वाचन आयोग ने मतदाता सूची के विशेष गहन पुनरीक्षण के कार्य की समीक्षा की।: [8, 732, 98, 813]
- currency-icon: €: [426, 72, 434, 80]
- gold-row: [490, 740, 648, 749]
- karan-col2-bottom: चंडीगढ़, 16 दिसम्बर (विजनेस न्यूज): सौपसारी बैंक और डाबर इंड पहलकी के संस्थापक करन गिलहोत्रा को वर्ष 2026 के लिए पंजाब राज्य विद्युत नियामक आयोग (पी.एस.ई.आर.सी.) की राज्य सलाहकार समिति का सदस्य नियुक्त किया गया है। यह नियुक्ति पंजाब के बिजली क्षेत्र की नीतियों और नियामक ढांचे में उनके अनुभव को देखते हुए की गई है। समिति उपभोक्ता हितों, बिजली दरों और सेवा गुणवत्ता से: [518, 630, 573, 711]
- gold-price: 197000: [622, 776, 648, 785]
- exchange-rate: 65.99 - 66.75: [484, 57, 517, 62]
- business-brief-title: बिजनेस ब्रीफ: [8, 211, 88, 225]
